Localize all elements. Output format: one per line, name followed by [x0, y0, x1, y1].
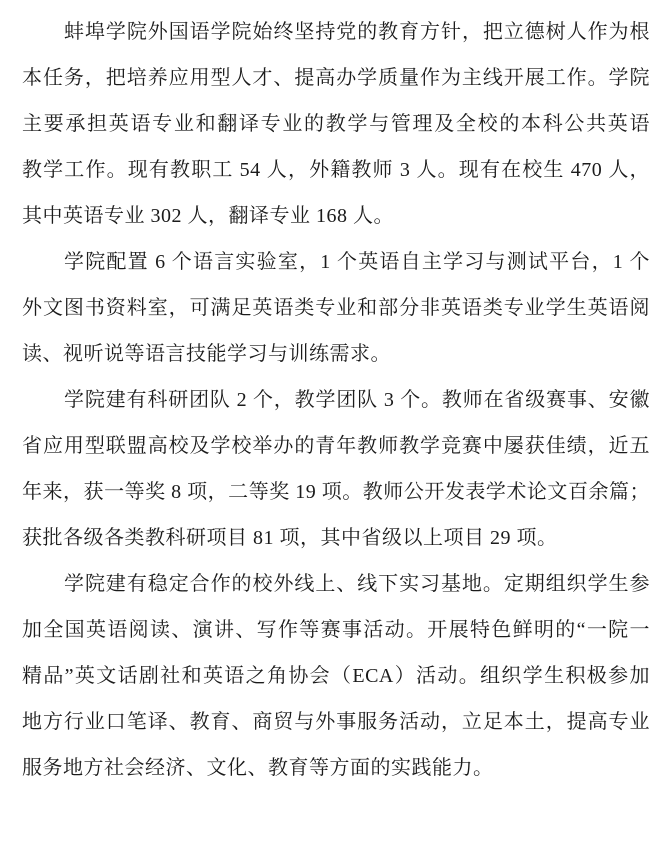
- text-line: 年来，获一等奖 8 项，二等奖 19 项。教师公开发表学术论文百余篇；: [22, 481, 650, 503]
- text-line: 外文图书资料室，可满足英语类专业和部分非英语类专业学生英语阅: [22, 297, 650, 319]
- text-line: 服务地方社会经济、文化、教育等方面的实践能力。: [22, 757, 494, 779]
- text-line: 本任务，把培养应用型人才、提高办学质量作为主线开展工作。学院: [22, 67, 650, 89]
- text-line: 学院配置 6 个语言实验室，1 个英语自主学习与测试平台，1 个: [64, 251, 650, 273]
- paragraph-facilities: [22, 239, 650, 377]
- text-line: 读、视听说等语言技能学习与训练需求。: [22, 343, 391, 365]
- text-line: 加全国英语阅读、演讲、写作等赛事活动。开展特色鲜明的“一院一: [22, 619, 650, 641]
- text-line: 省应用型联盟高校及学校举办的青年教师教学竞赛中屡获佳绩，近五: [22, 435, 650, 457]
- text-line: 教学工作。现有教职工 54 人，外籍教师 3 人。现有在校生 470 人，: [22, 159, 650, 181]
- text-line: 学院建有科研团队 2 个，教学团队 3 个。教师在省级赛事、安徽: [64, 389, 650, 411]
- text-line: 主要承担英语专业和翻译专业的教学与管理及全校的本科公共英语: [22, 113, 650, 135]
- text-line: 学院建有稳定合作的校外线上、线下实习基地。定期组织学生参: [64, 573, 650, 595]
- text-line: 其中英语专业 302 人，翻译专业 168 人。: [22, 205, 394, 227]
- text-line: 获批各级各类教科研项目 81 项，其中省级以上项目 29 项。: [22, 527, 558, 549]
- paragraph-faculty-achievements: [22, 377, 650, 561]
- text-line: 蚌埠学院外国语学院始终坚持党的教育方针，把立德树人作为根: [64, 21, 650, 43]
- text-line: 精品”英文话剧社和英语之角协会（ECA）活动。组织学生积极参加: [22, 665, 650, 687]
- paragraph-college-overview: [22, 9, 650, 239]
- paragraph-student-activities: [22, 561, 650, 791]
- text-line: 地方行业口笔译、教育、商贸与外事服务活动，立足本土，提高专业: [22, 711, 650, 733]
